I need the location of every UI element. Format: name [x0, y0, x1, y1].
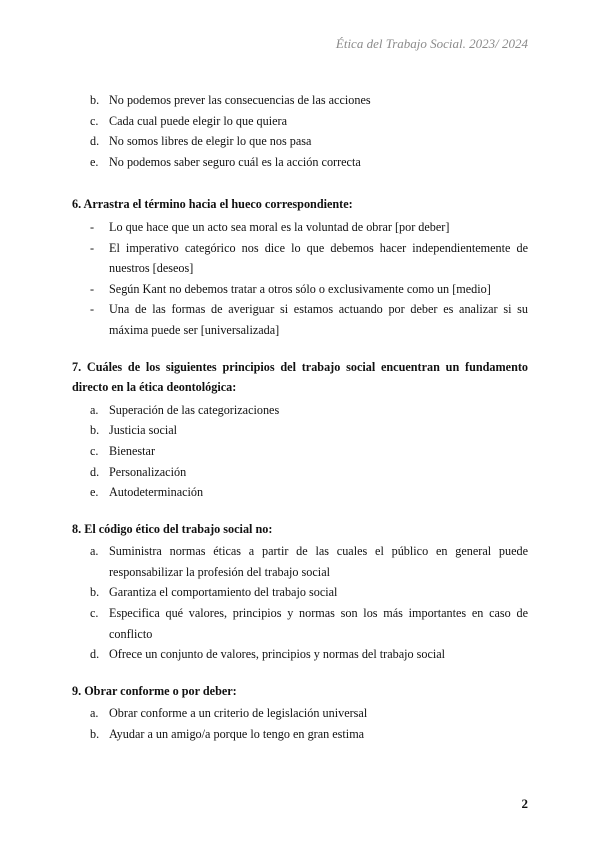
page-number: 2 [521, 796, 528, 811]
option-marker: d. [90, 464, 100, 479]
question-8-title: 8. El código ético del trabajo social no: [72, 521, 273, 536]
option-text: Especifica qué valores, principios y normas son los más importantes en caso de conflicto [109, 606, 528, 641]
option-marker: - [90, 240, 95, 255]
option-marker: e. [90, 154, 99, 169]
option-text: Una de las formas de averiguar si estamos actuando por deber es analizar si su máxima puede ser [universalizada] [109, 302, 528, 337]
running-header: Ética del Trabajo Social. 2023/ 2024 [335, 36, 528, 51]
option-marker: c. [90, 606, 99, 621]
option-text: Ofrece un conjunto de valores, principios y normas del trabajo social [109, 647, 446, 662]
option-text: Justicia social [109, 423, 178, 438]
option-text: El imperativo categórico nos dice lo que debemos hacer independientemente de nuestros [deseos] [109, 240, 528, 276]
option-text: Personalización [109, 464, 187, 479]
option-marker: - [90, 281, 95, 296]
option-marker: b. [90, 585, 100, 600]
option-text: Suministra normas éticas a partir de las cuales el público en general puede responsabilizar la profesión del trabajo social [109, 544, 528, 579]
option-text: Lo que hace que un acto sea moral es la voluntad de obrar [por deber] [109, 219, 450, 234]
option-item [72, 482, 528, 503]
option-item [72, 279, 528, 300]
option-item [72, 603, 528, 644]
option-item [72, 111, 528, 132]
document-body [72, 90, 528, 745]
option-text: Garantiza el comportamiento del trabajo social [109, 585, 338, 600]
option-marker: c. [90, 113, 99, 128]
option-item [72, 90, 528, 111]
option-text: Obrar conforme a un criterio de legislación universal [109, 706, 368, 721]
question-7-options [72, 400, 528, 503]
option-marker: b. [90, 727, 100, 742]
option-item [72, 299, 528, 340]
option-text: No podemos saber seguro cuál es la acción correcta [109, 154, 361, 169]
option-marker: d. [90, 134, 100, 149]
option-text: Bienestar [109, 443, 156, 458]
question-8-options [72, 541, 528, 665]
option-text: No somos libres de elegir lo que nos pasa [109, 134, 312, 149]
option-text: Autodeterminación [109, 485, 204, 500]
option-item [72, 703, 528, 724]
option-marker: e. [90, 485, 99, 500]
option-item [72, 420, 528, 441]
option-marker: - [90, 302, 95, 317]
option-item [72, 238, 528, 279]
option-text: Superación de las categorizaciones [109, 402, 280, 417]
option-marker: a. [90, 544, 99, 559]
question-6-title: 6. Arrastra el término hacia el hueco correspondiente: [72, 197, 353, 212]
option-item [72, 541, 528, 582]
question-6-options [72, 217, 528, 341]
option-marker: d. [90, 647, 100, 662]
option-marker: - [90, 219, 95, 234]
question-7-title: 7. Cuáles de los siguientes principios del trabajo social encuentran un fundamento directo en la ética deontológica: [72, 359, 528, 395]
option-text: No podemos prever las consecuencias de las acciones [109, 93, 371, 107]
question-9-title: 9. Obrar conforme o por deber: [72, 683, 237, 698]
option-item [72, 217, 528, 238]
option-item [72, 152, 528, 173]
option-marker: b. [90, 423, 100, 438]
option-item [72, 400, 528, 421]
option-item [72, 462, 528, 483]
option-marker: a. [90, 706, 99, 721]
option-marker: b. [90, 93, 100, 107]
option-marker: a. [90, 402, 99, 417]
question-5-options [72, 90, 528, 172]
option-item [72, 441, 528, 462]
option-item [72, 724, 528, 745]
option-text: Según Kant no debemos tratar a otros sólo o exclusivamente como un [medio] [109, 281, 491, 296]
option-text: Cada cual puede elegir lo que quiera [109, 113, 287, 128]
option-text: Ayudar a un amigo/a porque lo tengo en gran estima [109, 727, 365, 742]
option-marker: c. [90, 443, 99, 458]
option-item [72, 131, 528, 152]
question-9-options [72, 703, 528, 744]
option-item [72, 644, 528, 665]
option-item [72, 582, 528, 603]
